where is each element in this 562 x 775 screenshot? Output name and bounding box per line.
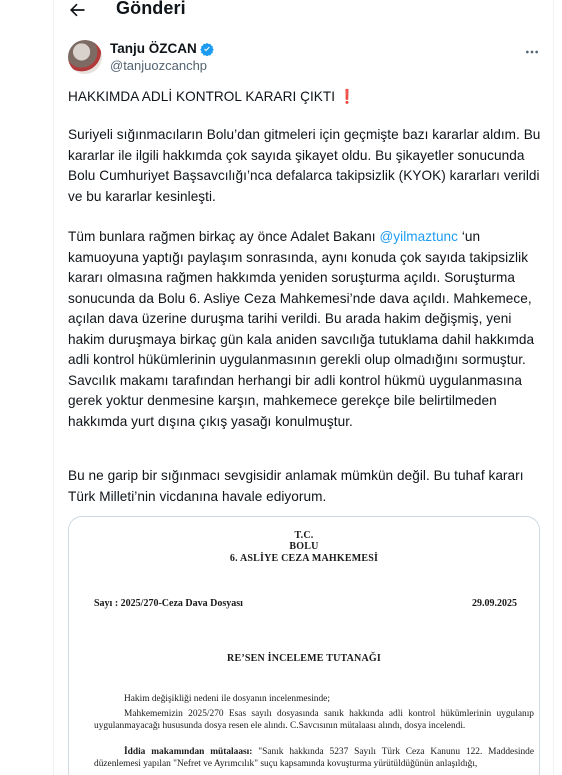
page-header [54,0,553,24]
doc-tc: T.C. [294,530,314,541]
paragraph-3-rest: ‘un kamuoyuna yaptığı paylaşım sonrasında, aynı konuda çok sayıda takipsizlik kararı olmasına rağmen hakkımda yeniden soruşturma açıldı. Soruşturma sonucunda da Bolu 6. Asliye Ceza Mahkemesi’nde dava açıldı. Mahkemece, açılan dava üzerine duruşma tarihi verildi. Bu arada hakim değişmiş, yeni hakim duruşmaya birkaç gün kala aniden savcılığa tutuklama dahil hakkımda adli kontrol hükümlerinin uygulanmasının gerekli olup olmadığını sormuştur. Savcılık makamı tarafından herhangi bir adli kontrol hükmü uygulanmasına gerek yoktur denmesine karşın, mahkemece gerekçe bile belirtilmeden hakkımda yurt dışına çıkış yasağı konulmuştur. [68,229,535,429]
verified-badge-icon [200,42,214,56]
page-title: Gönderi [116,0,186,18]
doc-date: 29.09.2025 [472,598,517,609]
doc-city: BOLU [289,541,319,552]
doc-line-3-rest: "Sanık hakkında 5237 Sayılı Türk Ceza Kanunu 122. Maddesinde düzenlemesi yapılan "Nefret ve Ayrımcılık" suçu kapsamında kovuşturma yürütüldüğünün anlaşıldığı, [94,747,535,769]
doc-heading: RE’SEN İNCELEME TUTANAĞI [227,653,381,664]
doc-case-number: Sayı : 2025/270-Ceza Dava Dosyası [94,598,243,609]
doc-line-2: Mahkememizin 2025/270 Esas sayılı dosyasında sanık hakkında adli kontrol hükümlerinin uygulanıp uygulanmayacağı hususunda dosya resen ele alındı. C.Savcısının mütalaası alındı, dosya incelendi. [94,709,534,731]
doc-line-1: Hakim değişikliği nedeni ile dosyanın incelenmesinde; [124,694,330,704]
post-paragraph-4: Bu ne garip bir sığınmacı sevgisidir anlamak mümkün değil. Bu tuhaf kararı Türk Milleti’nin vicdanına havale ediyorum. [68,468,524,504]
author-name-row [110,41,214,56]
doc-line-3 [94,747,534,770]
doc-court: 6. ASLİYE CEZA MAHKEMESİ [229,553,379,564]
post-author [68,40,540,76]
more-options-button[interactable] [524,44,540,60]
post-headline: HAKKIMDA ADLİ KONTROL KARARI ÇIKTI [68,89,339,104]
post-paragraph-1 [68,87,544,108]
author-handle[interactable]: @tanjuozcanchp [110,58,208,73]
post-paragraph-3 [68,227,544,432]
doc-line-3-bold: İddia makamından mütalaası: [124,747,253,757]
exclamation-emoji-icon: ❗ [338,89,356,104]
arrow-left-icon [67,0,89,20]
post-paragraph-2: Suriyeli sığınmacıların Bolu’dan gitmeleri için geçmişte bazı kararlar aldım. Bu kararlar ile ilgili hakkımda çok sayıda şikayet oldu. Bu şikayetler sonucunda Bolu Cumhuriyet Başsavcılığı’nca defalarca takipsizlik (KYOK) kararları verildi ve bu kararlar kesinleşti. [68,127,541,204]
more-horizontal-icon [524,47,540,64]
court-document [69,517,539,775]
mention-link[interactable]: @yilmaztunc [379,229,459,244]
attached-document-image[interactable] [68,516,540,775]
post-column [53,0,554,775]
author-name[interactable]: Tanju ÖZCAN [110,41,197,56]
back-button[interactable] [67,0,89,20]
paragraph-3-lead: Tüm bunlara rağmen birkaç ay önce Adalet Bakanı [68,229,380,244]
avatar[interactable] [68,40,102,74]
